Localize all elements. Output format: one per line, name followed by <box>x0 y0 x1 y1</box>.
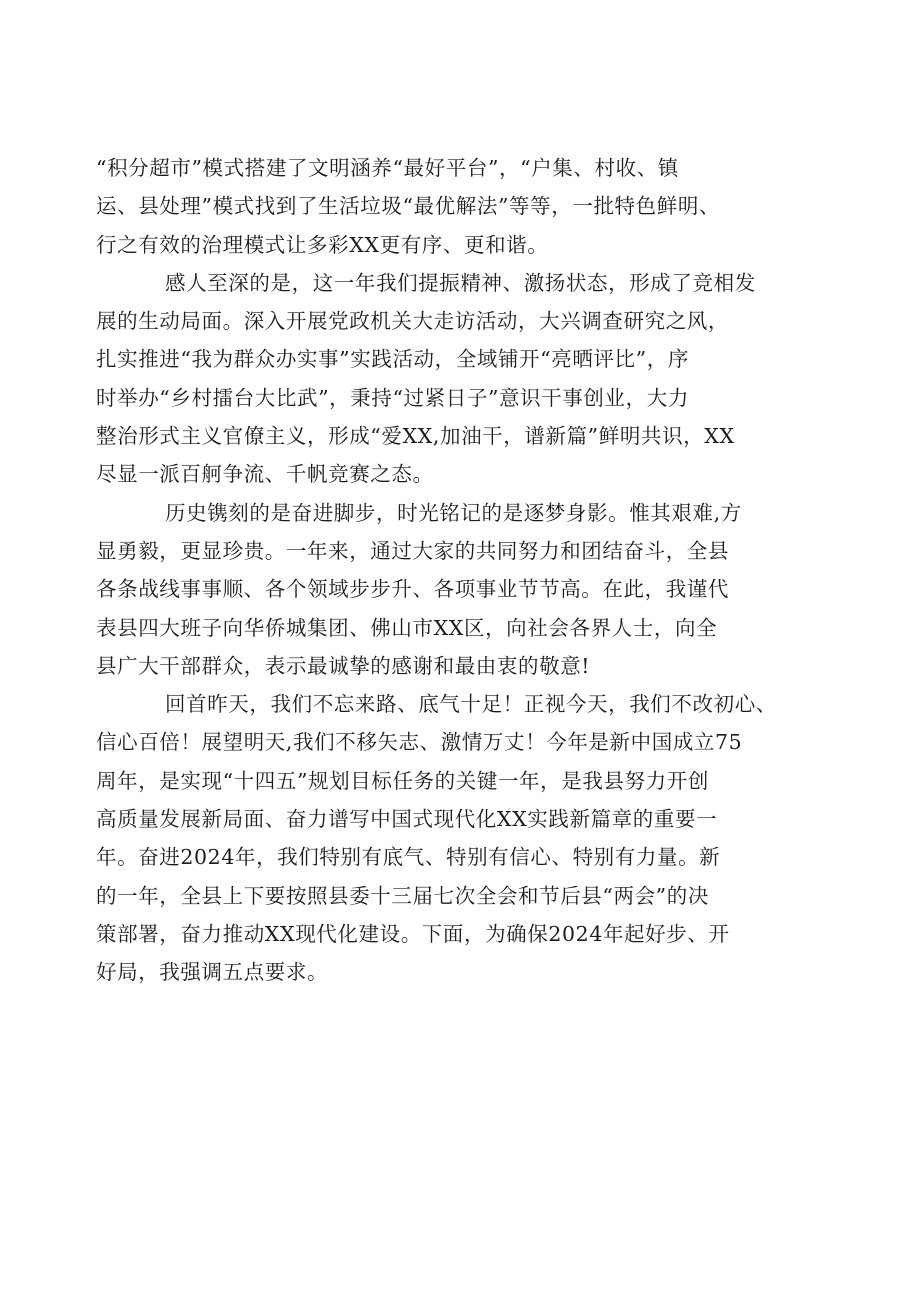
text-line: 表县四大班子向华侨城集团、佛山市XX区，向社会各界人士，向全 <box>96 615 718 640</box>
paragraph-2 <box>96 264 826 494</box>
text-line: “积分超市”模式搭建了文明涵养“最好平台”，“户集、村收、镇 <box>96 156 679 180</box>
text-line: 行之有效的治理模式让多彩XX更有序、更和谐。 <box>96 232 549 257</box>
paragraph-3 <box>96 494 826 685</box>
text-line: 历史镌刻的是奋进脚步，时光铭记的是逐梦身影。惟其艰难,方 <box>165 500 742 525</box>
text-line: 各条战线事事顺、各个领域步步升、各项事业节节高。在此，我谨代 <box>96 577 729 602</box>
text-line: 时举办“乡村擂台大比武”，秉持“过紧日子”意识干事创业，大力 <box>96 385 689 410</box>
text-line: 好局，我强调五点要求。 <box>96 960 329 985</box>
text-line: 尽显一派百舸争流、千帆竞赛之态。 <box>96 462 434 487</box>
text-line: 感人至深的是，这一年我们提振精神、激扬状态，形成了竞相发 <box>165 270 756 295</box>
paragraph-4 <box>96 685 826 991</box>
text-line: 高质量发展新局面、奋力谱写中国式现代化XX实践新篇章的重要一 <box>96 807 718 832</box>
text-line: 年。奋进2024年，我们特别有底气、特别有信心、特别有力量。新 <box>96 845 721 870</box>
text-line: 的一年，全县上下要按照县委十三届七次全会和节后县“两会”的决 <box>96 883 709 908</box>
text-line: 整治形式主义官僚主义，形成“爱XX,加油干，谱新篇”鲜明共识，XX <box>96 424 735 449</box>
text-line: 展的生动局面。深入开展党政机关大走访活动，大兴调查研究之风， <box>96 309 729 334</box>
text-line: 周年，是实现“十四五”规划目标任务的关键一年，是我县努力开创 <box>96 768 709 793</box>
paragraph-1 <box>96 149 826 264</box>
text-line: 运、县处理”模式找到了生活垃圾“最优解法”等等，一批特色鲜明、 <box>96 194 721 219</box>
text-line: 回首昨天，我们不忘来路、底气十足！正视今天，我们不改初心、 <box>165 692 777 717</box>
text-line: 信心百倍！展望明天,我们不移矢志、激情万丈！今年是新中国成立75 <box>96 730 743 755</box>
document-body <box>96 149 826 992</box>
text-line: 显勇毅，更显珍贵。一年来，通过大家的共同努力和团结奋斗，全县 <box>96 538 729 563</box>
text-line: 策部署，奋力推动XX现代化建设。下面，为确保2024年起好步、开 <box>96 921 730 946</box>
text-line: 扎实推进“我为群众办实事”实践活动，全域铺开“亮晒评比”，序 <box>96 347 689 372</box>
text-line: 县广大干部群众，表示最诚挚的感谢和最由衷的敬意! <box>96 653 591 678</box>
